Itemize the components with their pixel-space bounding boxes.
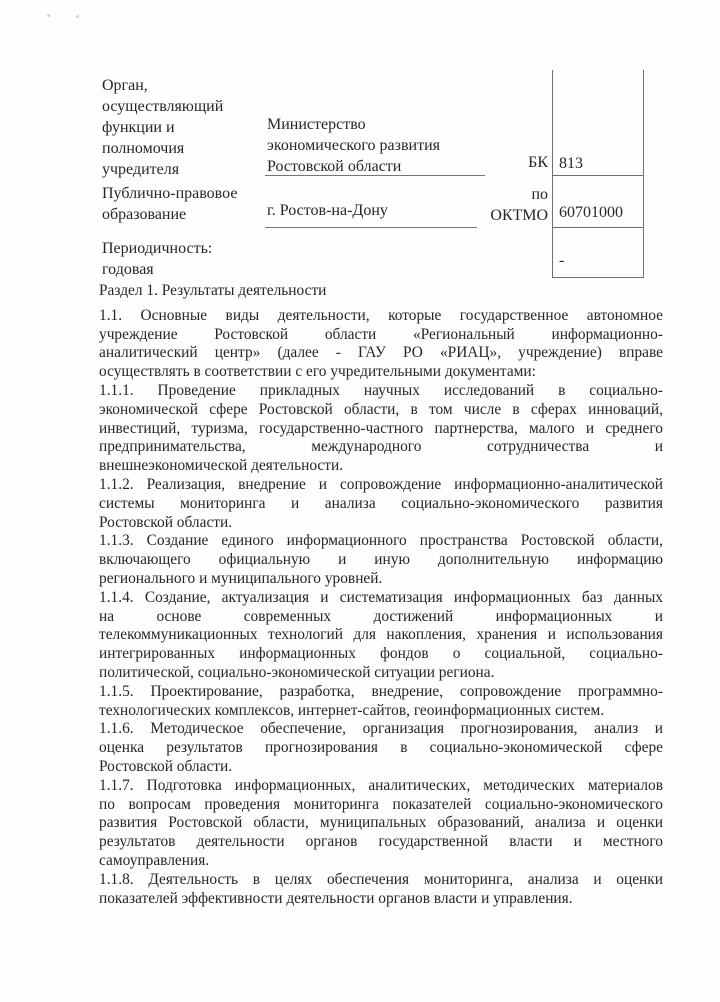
paragraph-line: 1.1.1. Проведение прикладных научных исследований в социально-: [99, 381, 663, 399]
paragraph-line: осуществлять в соответствии с его учредительными документами:: [99, 363, 536, 381]
paragraph: [99, 476, 663, 532]
founder-value-underline: [265, 175, 485, 176]
paragraph: [99, 777, 663, 871]
text-line: экономического развития: [267, 137, 440, 154]
founder-label: [102, 75, 223, 180]
founder-value: [267, 114, 440, 177]
paragraph-line: регионального и муниципального уровней.: [99, 569, 383, 587]
paragraph-line: системы мониторинга и анализа социально-экономического развития: [99, 494, 663, 512]
paragraph-line: 1.1.8. Деятельность в целях обеспечения мониторинга, анализа и оценки: [99, 870, 663, 888]
paragraph-line: включающего официальную и иную дополнительную информацию: [99, 551, 663, 569]
paragraph: [99, 307, 663, 382]
text-line: по: [531, 186, 548, 203]
text-line: ОКТМО: [490, 207, 548, 224]
paragraph-line: 1.1.4. Создание, актуализация и систематизация информационных баз данных: [99, 588, 663, 606]
paragraph: [99, 532, 663, 588]
text-line: Периодичность:: [102, 240, 213, 257]
text-line: осуществляющий: [102, 98, 224, 115]
public-entity-value: [267, 200, 388, 221]
bk-code-cell: [553, 70, 643, 176]
codes-table: [552, 70, 644, 278]
paragraph-line: интегрированных информационных фондов о социальной, социально-: [99, 645, 663, 663]
paragraph: [99, 382, 663, 476]
paragraph-line: по вопросам проведения мониторинга показателей социально-экономического: [99, 795, 663, 813]
paragraph-line: телекоммуникационных технологий для накопления, хранения и использования: [99, 626, 663, 644]
paragraph-line: 1.1.5. Проектирование, разработка, внедрение, сопровождение программно-: [99, 682, 663, 700]
text-line: образование: [102, 206, 187, 223]
paragraph-line: на основе современных достижений информационных и: [99, 607, 663, 625]
body-paragraphs: [99, 307, 663, 909]
oktmo-code-cell: [553, 176, 643, 228]
paragraph-line: результатов деятельности органов государственной власти и местного: [99, 833, 663, 851]
paragraph: [99, 871, 663, 909]
bk-code-value: 813: [559, 155, 583, 172]
paragraph-line: 1.1.7. Подготовка информационных, аналитических, методических материалов: [99, 776, 663, 794]
text-line: Орган,: [102, 77, 148, 94]
paragraph: [99, 589, 663, 683]
bk-code-label: [430, 152, 548, 173]
paragraph-line: Ростовской области.: [99, 757, 233, 775]
scan-speck: [47, 14, 50, 17]
paragraph: [99, 683, 663, 721]
public-entity-value-underline: [265, 227, 477, 228]
paragraph-line: политической, социально-экономической ситуации региона.: [99, 663, 495, 681]
paragraph-line: 1.1.6. Методическое обеспечение, организация прогнозирования, анализ и: [99, 720, 663, 738]
oktmo-code-label: [430, 184, 548, 226]
paragraph-line: 1.1.2. Реализация, внедрение и сопровождение информационно-аналитической: [99, 475, 663, 493]
text-line: полномочия: [102, 140, 185, 157]
text-line: Ростовской области: [267, 158, 402, 175]
report-body: [99, 282, 663, 908]
text-line: функции и: [102, 119, 175, 136]
paragraph-line: 1.1. Основные виды деятельности, которые государственное автономное: [99, 306, 663, 324]
paragraph-line: самоуправления.: [99, 851, 210, 869]
paragraph-line: предпринимательства, международного сотрудничества и: [99, 438, 663, 456]
text-line: БК: [528, 154, 548, 171]
paragraph-line: технологических комплексов, интернет-сайтов, геоинформационных систем.: [99, 701, 605, 719]
text-line: Публично-правовое: [102, 185, 238, 202]
section-title: Раздел 1. Результаты деятельности: [99, 282, 327, 299]
paragraph-line: учреждение Ростовской области «Региональный информационно-: [99, 325, 663, 343]
paragraph-line: внешнеэкономической деятельности.: [99, 457, 344, 475]
paragraph-line: инвестиций, туризма, государственно-частного партнерства, малого и среднего: [99, 419, 663, 437]
empty-code-value: -: [559, 252, 565, 269]
empty-code-cell: [553, 228, 643, 278]
periodicity-label: [102, 238, 212, 280]
text-line: Министерство: [267, 116, 366, 133]
text-line: г. Ростов-на-Дону: [267, 202, 388, 219]
paragraph-line: аналитический центр» (далее - ГАУ РО «РИАЦ», учреждение) вправе: [99, 344, 663, 362]
text-line: учредителя: [102, 161, 180, 178]
paragraph-line: оценка результатов прогнозирования в социально-экономической сфере: [99, 739, 663, 757]
paragraph-line: показателей эффективности деятельности органов власти и управления.: [99, 889, 573, 907]
text-line: годовая: [102, 261, 154, 278]
paragraph-line: экономической сфере Ростовской области, в том числе в сферах инноваций,: [99, 400, 663, 418]
paragraph-line: развития Ростовской области, муниципальных образований, анализа и оценки: [99, 814, 663, 832]
paragraph-line: Ростовской области.: [99, 513, 233, 531]
paragraph: [99, 720, 663, 776]
public-entity-label: [102, 183, 237, 225]
paragraph-line: 1.1.3. Создание единого информационного пространства Ростовской области,: [99, 532, 663, 550]
oktmo-code-value: 60701000: [559, 204, 623, 221]
scan-speck: [76, 15, 79, 18]
